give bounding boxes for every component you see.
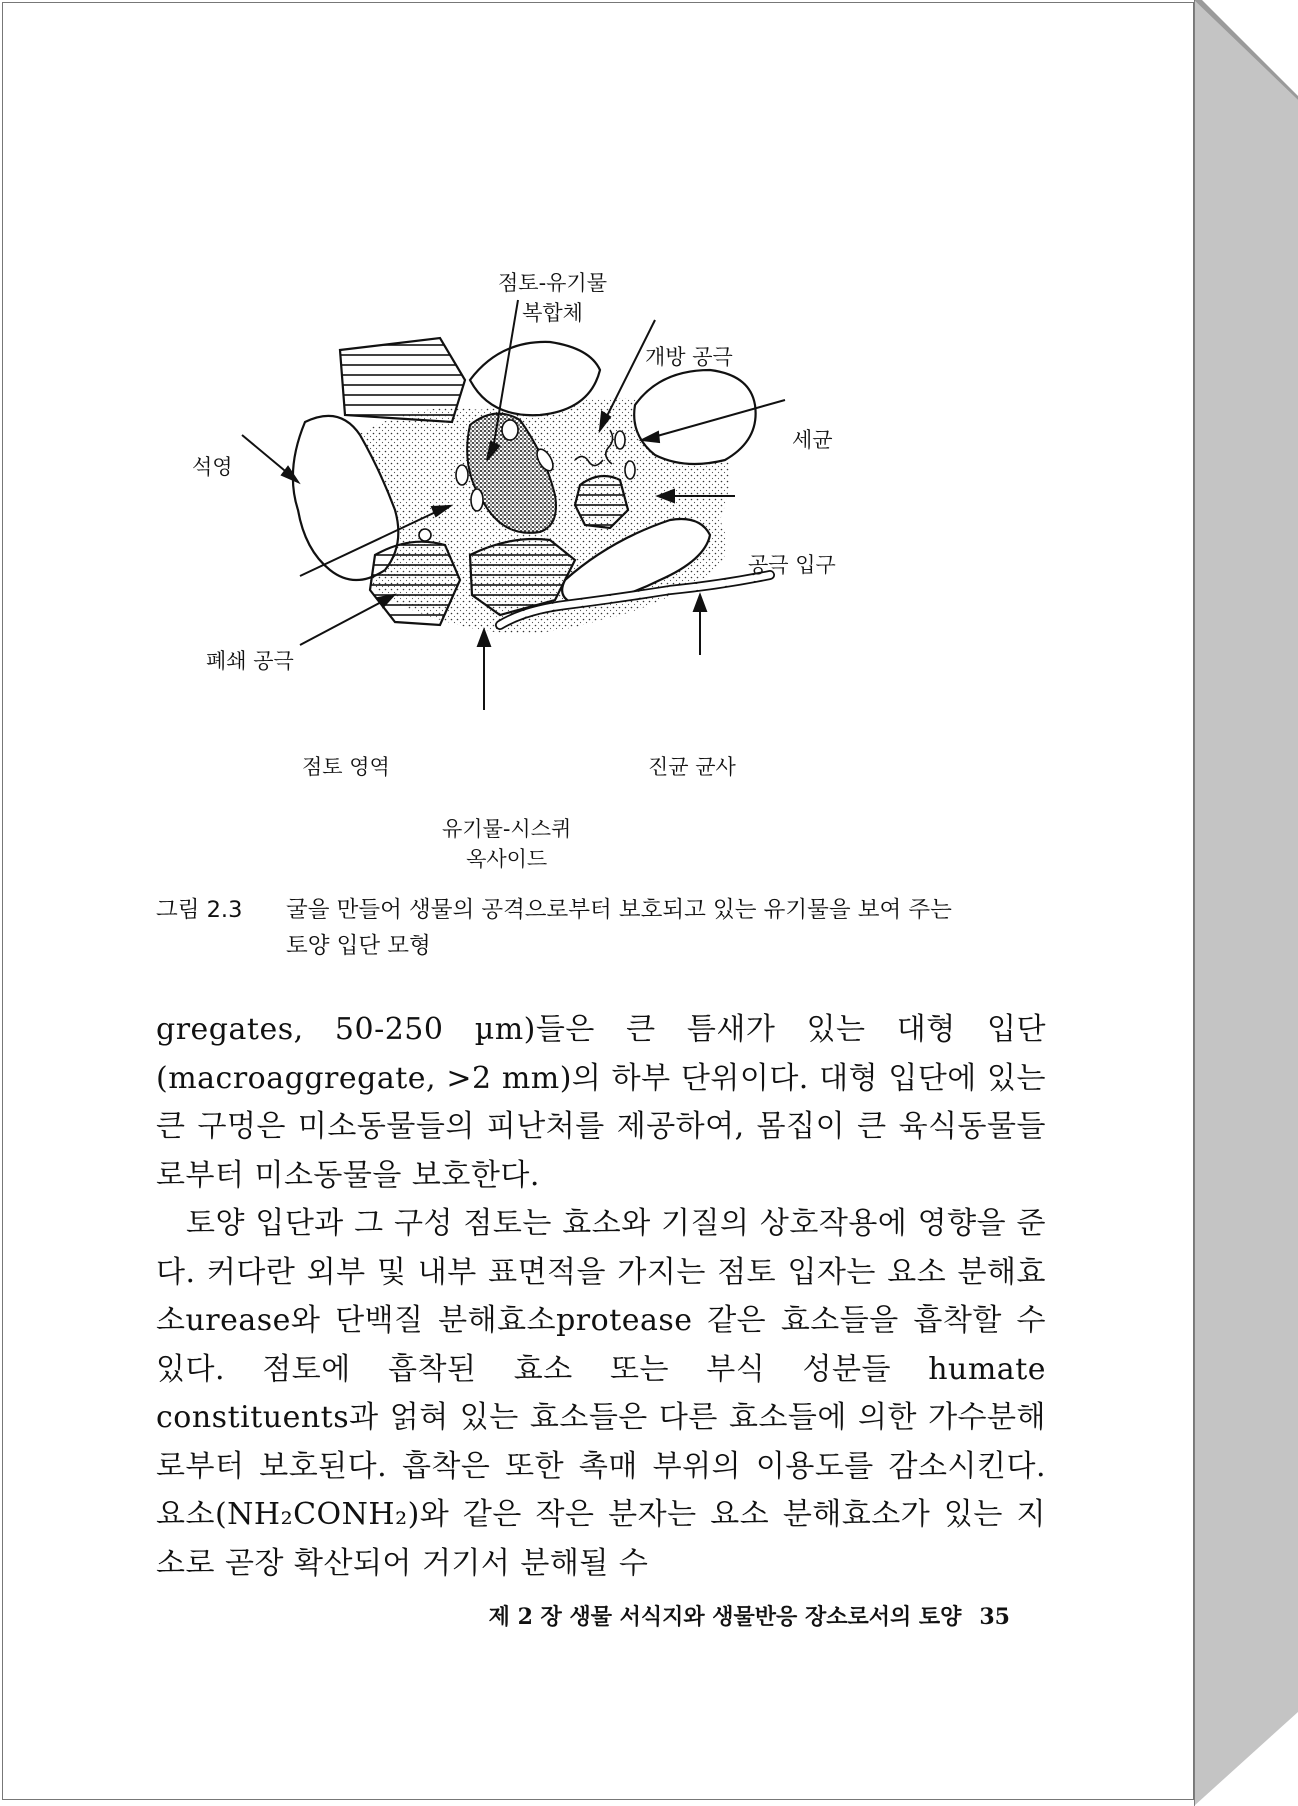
- figure-number: 그림 2.3: [156, 897, 243, 923]
- quartz-grain: [634, 370, 755, 464]
- caption-line: 굴을 만들어 생물의 공격으로부터 보호되고 있는 유기물을 보여 주는: [286, 897, 952, 923]
- bacterium: [456, 465, 468, 485]
- paragraph: 토양 입단과 그 구성 점토는 효소와 기질의 상호작용에 영향을 준다. 커다란 외부 및 내부 표면적을 가지는 점토 입자는 요소 분해효소urease와 단백질 분해효소protease 같은 효소들을 흡착할 수 있다. 점토에 흡착된 효소 또는 부식 성분들 humate constituents과 얽혀 있는 효소들은 다른 효소들에 의한 가수분해로부터 보호된다. 흡착은 또한 촉매 부위의 이용도를 감소시킨다. 요소(NH₂CONH₂)와 같은 작은 분자는 요소 분해효소가 있는 지소로 곧장 확산되어 거기서 분해될 수: [156, 1206, 1046, 1581]
- paragraph: gregates, 50-250 µm)들은 큰 틈새가 있는 대형 입단(macroaggregate, >2 mm)의 하부 단위이다. 대형 입단에 있는 큰 구멍은 미소동물들의 피난처를 제공하여, 몸집이 큰 육식동물들로부터 미소동물을 보호한다.: [156, 1012, 1046, 1193]
- running-footer: [390, 1600, 1010, 1631]
- label-line: 옥사이드: [466, 847, 548, 871]
- clay-region: [370, 542, 460, 625]
- label-clay-organic-complex: [498, 268, 607, 328]
- arrowhead: [694, 595, 706, 611]
- label-open-pore: 개방 공극: [645, 345, 733, 369]
- page-edge-shadow: [1194, 0, 1298, 1806]
- bacterium: [471, 489, 483, 511]
- bacterium: [615, 431, 625, 449]
- bacterium: [502, 420, 518, 440]
- body-text: [156, 1006, 1046, 1588]
- clay-region: [340, 338, 465, 422]
- soil-aggregate-diagram: [180, 270, 940, 890]
- arrowhead: [478, 630, 490, 646]
- label-organic-sesquioxide: [442, 814, 571, 874]
- leader-quartz: [242, 435, 290, 475]
- page-number: 35: [979, 1604, 1010, 1630]
- leader-clay-region: [300, 600, 385, 645]
- label-line: 유기물-시스퀴: [442, 817, 572, 841]
- caption-text: [286, 892, 1086, 964]
- chapter-title: 제 2 장 생물 서식지와 생물반응 장소로서의 토양: [488, 1604, 962, 1630]
- bacterium: [625, 461, 635, 479]
- label-pore-entrance: 공극 입구: [748, 553, 836, 577]
- label-quartz: 석영: [192, 455, 233, 479]
- bacterium: [419, 529, 431, 541]
- soil-aggregate-figure: [180, 270, 940, 890]
- label-closed-pore: 폐쇄 공극: [206, 649, 294, 673]
- label-line: 복합체: [522, 301, 583, 325]
- label-line: 점토-유기물: [498, 271, 608, 295]
- label-clay-region: 점토 영역: [302, 755, 390, 779]
- label-fungal-hyphae: 진균 균사: [648, 755, 736, 779]
- label-bacteria: 세균: [792, 428, 833, 452]
- caption-line: 토양 입단 모형: [286, 933, 431, 959]
